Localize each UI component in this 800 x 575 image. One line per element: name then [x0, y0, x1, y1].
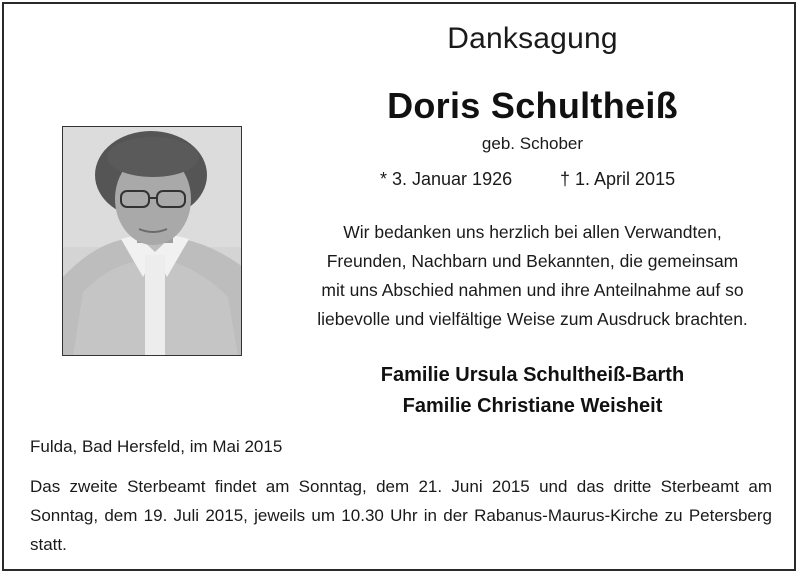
birth-name: geb. Schober [481, 134, 584, 153]
family-signature: Familie Ursula Schultheiß-Barth [380, 364, 685, 386]
memorial-mass-notice: Das zweite Sterbeamt findet am Sonntag, dem 21. Juni 2015 und das dritte Sterbeamt am Sonntag, dem 19. Juli 2015, jeweils um 10.30 Uhr in der Rabanus-Maurus-Kirche zu Petersberg statt. [30, 477, 772, 554]
death-date: † 1. April 2015 [560, 169, 676, 189]
place-date: Fulda, Bad Hersfeld, im Mai 2015 [30, 437, 283, 456]
birth-date: * 3. Januar 1926 [380, 169, 513, 189]
portrait-photo [62, 126, 242, 356]
thanks-line: Wir bedanken uns herzlich bei allen Verwandten, [343, 222, 722, 242]
thanks-line: mit uns Abschied nahmen und ihre Anteilnahme auf so [321, 280, 744, 300]
notice-title: Danksagung [447, 22, 618, 55]
family-signature: Familie Christiane Weisheit [402, 395, 663, 417]
thanks-line: Freunden, Nachbarn und Bekannten, die gemeinsam [326, 251, 739, 271]
thanks-line: liebevolle und vielfältige Weise zum Ausdruck brachten. [317, 309, 748, 329]
deceased-name: Doris Schultheiß [387, 85, 678, 126]
thanks-text [295, 218, 770, 334]
